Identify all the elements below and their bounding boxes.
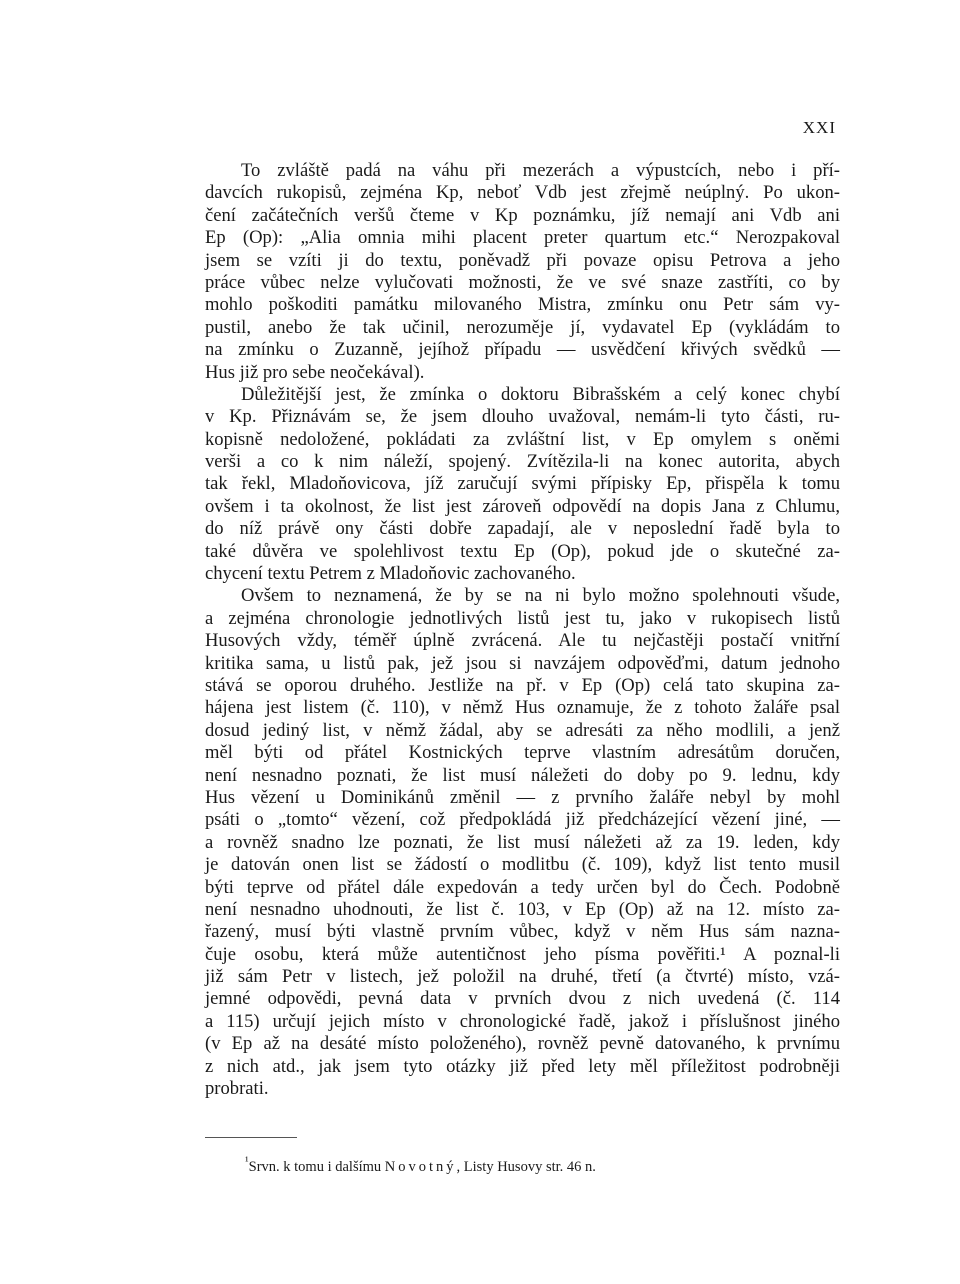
text-line: měl býti od přátel Kostnických teprve vlastním adresátům doručen, (205, 742, 840, 764)
text-line: a zejména chronologie jednotlivých listů jest tu, jako v rukopisech listů (205, 607, 840, 629)
text-line: kritika sama, u listů pak, jež jsou si navzájem odpověďmi, datum jednoho (205, 652, 840, 674)
text-line: jsem se vzíti ji do textu, poněvadž při povaze opisu Petrova a jeho (205, 249, 840, 271)
text-line: davcích rukopisů, zejména Kp, neboť Vdb jest zřejmě neúplný. Po ukon- (205, 182, 840, 204)
footnote-divider (205, 1137, 297, 1138)
text-line: jemné odpovědi, pevná data v prvních dvou z nich uvedená (č. 114 (205, 988, 840, 1010)
text-line: z nich atd., jak jsem tyto otázky již před lety měl příležitost podrobněji (205, 1055, 840, 1077)
text-line: dosud jediný list, v němž žádal, aby se adresáti za něho modlili, a jenž (205, 719, 840, 741)
text-line: psáti o „tomto“ vězení, což předpokládá již předcházející vězení jiné, — (205, 809, 840, 831)
text-line: již sám Petr v listech, jež položil na druhé, třetí (a čtvrté) místo, vzá- (205, 966, 840, 988)
text-line: Husových vždy, téměř úplně zvrácená. Ale tu nejčastěji postačí vnitřní (205, 630, 840, 652)
text-line: na zmínku o Zuzanně, jejíhož případu — usvědčení křivých svědků — (205, 339, 840, 361)
text-line: mohlo poškoditi památku milovaného Mistra, zmínku onu Petr sám vy- (205, 294, 840, 316)
text-line: práce vůbec nelze vylučovati možnosti, že ve své snaze zastříti, co by (205, 271, 840, 293)
footnote-marker: ¹ (245, 1154, 249, 1168)
text-line: To zvláště padá na váhu při mezerách a výpustcích, nebo i pří- (241, 160, 840, 181)
text-line: probrati. (205, 1078, 269, 1100)
text-line: (v Ep až na desáté místo položeného), rovněž pevně datovaného, k prvnímu (205, 1033, 840, 1055)
text-line: a 115) určují jejich místo v chronologické řadě, jakož i příslušnost jiného (205, 1010, 840, 1032)
text-line: tak řekl, Mladoňovicova, jíž zaručují svými přípisky Ep, přispěla k tomu (205, 473, 840, 495)
text-line: není nesnadno uhodnouti, že list č. 103, v Ep (Op) až na 12. místo za- (205, 898, 840, 920)
text-line: pustil, anebo že tak učinil, nerozuměje jí, vydavatel Ep (vykládám to (205, 316, 840, 338)
text-line: a rovněž snadno lze poznati, že list musí náležeti až za 19. leden, kdy (205, 831, 840, 853)
footnote-text: Srvn. k tomu i dalšímu (248, 1158, 385, 1175)
text-line: hájena jest listem (č. 110), v němž Hus oznamuje, že z tohoto žaláře psal (205, 697, 840, 719)
text-line: do níž právě ony části dobře zapadají, ale v neposlední řadě byla to (205, 518, 840, 540)
text-line: Hus již pro sebe neočekával). (205, 361, 425, 383)
text-line: Ep (Op): „Alia omnia mihi placent preter quartum etc.“ Nerozpakoval (205, 227, 840, 249)
text-line: také důvěra ve spolehlivost textu Ep (Op), pokud jde o skutečné za- (205, 540, 840, 562)
text-line: řazený, musí býti vlastně prvním vůbec, když v něm Hus sám nazna- (205, 921, 840, 943)
footnote (245, 1152, 596, 1176)
text-line: verši a co k nim náleží, spojený. Zvítězila-li na konec autorita, abych (205, 451, 840, 473)
text-line: je datován onen list se žádostí o modlitbu (č. 109), když list tento musil (205, 854, 840, 876)
text-line: kopisně nedoložené, pokládati za zvláštní list, v Ep omylem s oněmi (205, 428, 840, 450)
text-line: stává se oporou druhého. Jestliže na př. v Ep (Op) celá tato skupina za- (205, 674, 840, 696)
footnote-text-end: , Listy Husovy str. 46 n. (456, 1158, 596, 1175)
text-line: v Kp. Přiznávám se, že jsem dlouho uvažoval, nemám-li tyto části, ru- (205, 406, 840, 428)
text-line: není nesnadno poznati, že list musí náležeti do doby po 9. lednu, kdy (205, 764, 840, 786)
footnote-author: Novotný (384, 1158, 457, 1175)
text-line: čuje osobu, která může autentičnost jeho písma pověřiti.¹ A poznal-li (205, 943, 840, 965)
body-text (205, 160, 840, 1100)
text-line: chycení textu Petrem z Mladoňovic zachovaného. (205, 563, 576, 585)
text-line: Hus vězení u Dominikánů změnil — z prvního žaláře nebyl by mohl (205, 786, 840, 808)
text-line: ovšem i ta okolnost, že list jest zároveň odpovědí na dopis Jana z Chlumu, (205, 495, 840, 517)
page-number: XXI (802, 118, 836, 137)
text-line: Důležitější jest, že zmínka o doktoru Bibrašském a celý konec chybí (241, 383, 840, 405)
text-line: čení začátečních veršů čteme v Kp poznámku, jíž nemají ani Vdb ani (205, 204, 840, 226)
text-line: býti teprve od přátel dále expedován a tedy určen byl do Čech. Podobně (205, 876, 840, 898)
text-line: Ovšem to neznamená, že by se na ni bylo možno spolehnouti všude, (241, 585, 840, 607)
